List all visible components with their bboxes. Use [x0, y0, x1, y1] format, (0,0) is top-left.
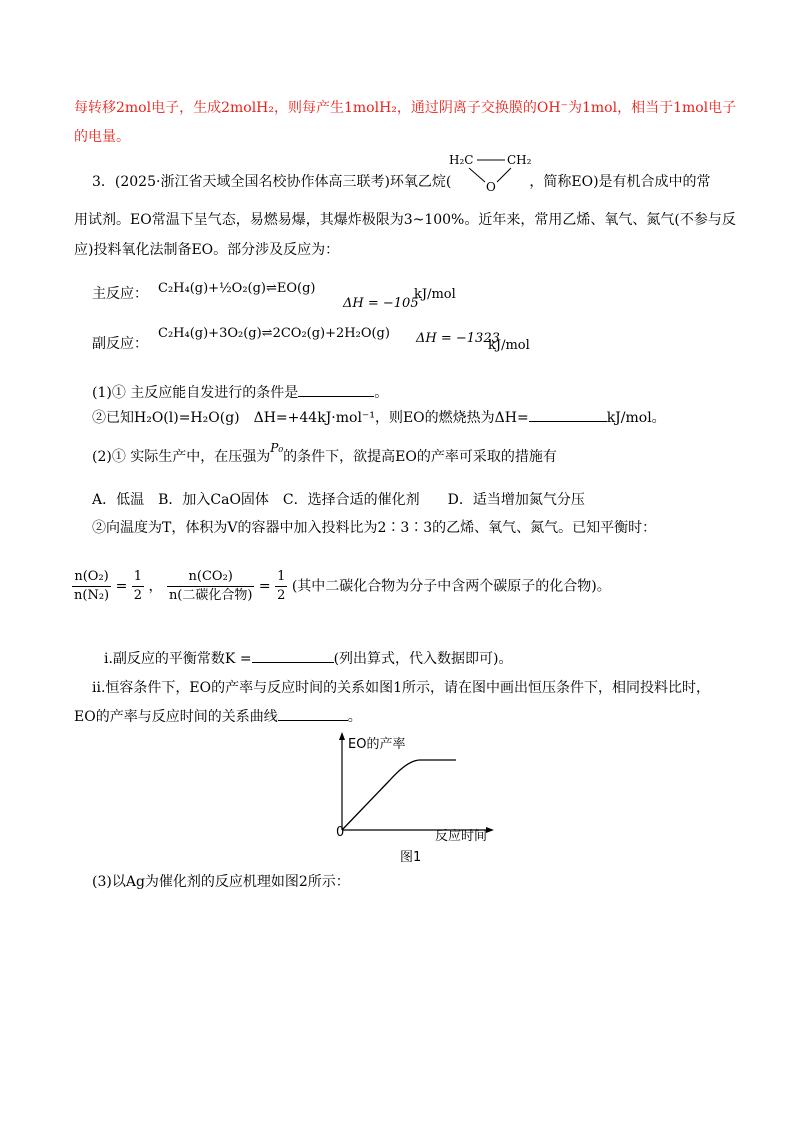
epoxide-oxygen: O	[486, 180, 496, 194]
question-1b: ②已知H₂O(l)=H₂O(g) ΔH=+44kJ·mol⁻¹，则EO的燃烧热为ΔH= kJ/mol。	[92, 407, 666, 428]
epoxide-left-label: H₂C	[449, 153, 474, 167]
x-axis-arrow	[486, 827, 494, 833]
side-reaction-label: 副反应：	[92, 336, 148, 352]
question-3-intro: 3．(2025·浙江省天域全国名校协作体高三联考)环氧乙烷( ，简称EO)是有机合成中的常	[92, 174, 711, 190]
epoxide-structure	[443, 148, 543, 196]
question-2a: (2)① 实际生产中，在压强为P₀的条件下，欲提高EO的产率可采取的措施有	[92, 441, 557, 465]
question-2-options: A．低温 B．加入CaO固体 C．选择合适的催化剂 D．适当增加氮气分压	[92, 492, 585, 508]
main-reaction-label: 主反应：	[92, 286, 148, 302]
equilibrium-ratios: $\frac{\text{n(O₂)}}{\text{n(N₂)}}$ = $\frac{1}{2}$ ， $\frac{\text{n(CO₂)}}{\text{n(二碳化合物)}}$ = $\frac{1}{2}$ (其中二碳化合物为分子中含两个碳原子的化合物)。	[74, 569, 611, 603]
question-2b-ii-line-2: EO的产率与反应时间的关系曲线 。	[74, 706, 362, 727]
main-reaction-unit: kJ/mol	[414, 287, 456, 302]
question-3-line-3: 应)投料氧化法制备EO。部分涉及反应为：	[74, 242, 340, 258]
answer-blank-1a[interactable]	[298, 382, 374, 397]
answer-blank-1b[interactable]	[529, 407, 607, 422]
pressure-symbol: P₀	[270, 441, 284, 455]
side-reaction-unit: kJ/mol	[488, 338, 530, 353]
question-2b-i: ⅰ.副反应的平衡常数K = (列出算式，代入数据即可)。	[104, 648, 513, 669]
question-2b: ②向温度为T，体积为V的容器中加入投料比为2∶3∶3的乙烯、氧气、氮气。已知平衡时：	[92, 520, 657, 536]
x-axis-label: 反应时间	[435, 829, 488, 844]
y-axis-label: EO的产率	[348, 737, 406, 752]
half-value-2: $\frac{1}{2}$	[277, 569, 286, 603]
main-reaction-dh: ΔH = −105	[343, 296, 419, 311]
side-reaction-dh: ΔH = −1323	[416, 331, 500, 346]
co2-c2-ratio: $\frac{\text{n(CO₂)}}{\text{n(二碳化合物)}}$	[168, 569, 253, 603]
answer-blank-i[interactable]	[252, 648, 334, 663]
question-2b-ii: ⅱ.恒容条件下，EO的产率与反应时间的关系如图1所示，请在图中画出恒压条件下，相同投料比时，	[92, 680, 711, 696]
question-3-line-2: 用试剂。EO常温下呈气态，易燃易爆，其爆炸极限为3~100%。近年来，常用乙烯、氧气、氮气(不参与反	[74, 212, 736, 228]
figure-1-caption: 图1	[400, 850, 422, 865]
side-reaction-equation: C₂H₄(g)+3O₂(g)⇌2CO₂(g)+2H₂O(g)	[158, 326, 390, 341]
o2-n2-ratio: $\frac{\text{n(O₂)}}{\text{n(N₂)}}$	[74, 569, 110, 603]
answer-blank-ii[interactable]	[278, 706, 348, 721]
half-value-1: $\frac{1}{2}$	[133, 569, 143, 603]
epoxide-right-label: CH₂	[507, 153, 532, 167]
answer-line-2: 的电量。	[74, 129, 130, 145]
question-1a: (1)① 主反应能自发进行的条件是 。	[92, 382, 388, 403]
question-3-mechanism: (3)以Ag为催化剂的反应机理如图2所示：	[92, 874, 350, 890]
main-reaction-equation: C₂H₄(g)+½O₂(g)⇌EO(g)	[158, 281, 316, 296]
origin-label: 0	[336, 825, 345, 840]
y-axis-arrow	[339, 732, 345, 740]
eo-yield-curve	[342, 760, 456, 830]
answer-line-1: 每转移2mol电子，生成2molH₂，则每产生1molH₂，通过阴离子交换膜的OH⁻为1mol，相当于1mol电子	[74, 100, 737, 116]
